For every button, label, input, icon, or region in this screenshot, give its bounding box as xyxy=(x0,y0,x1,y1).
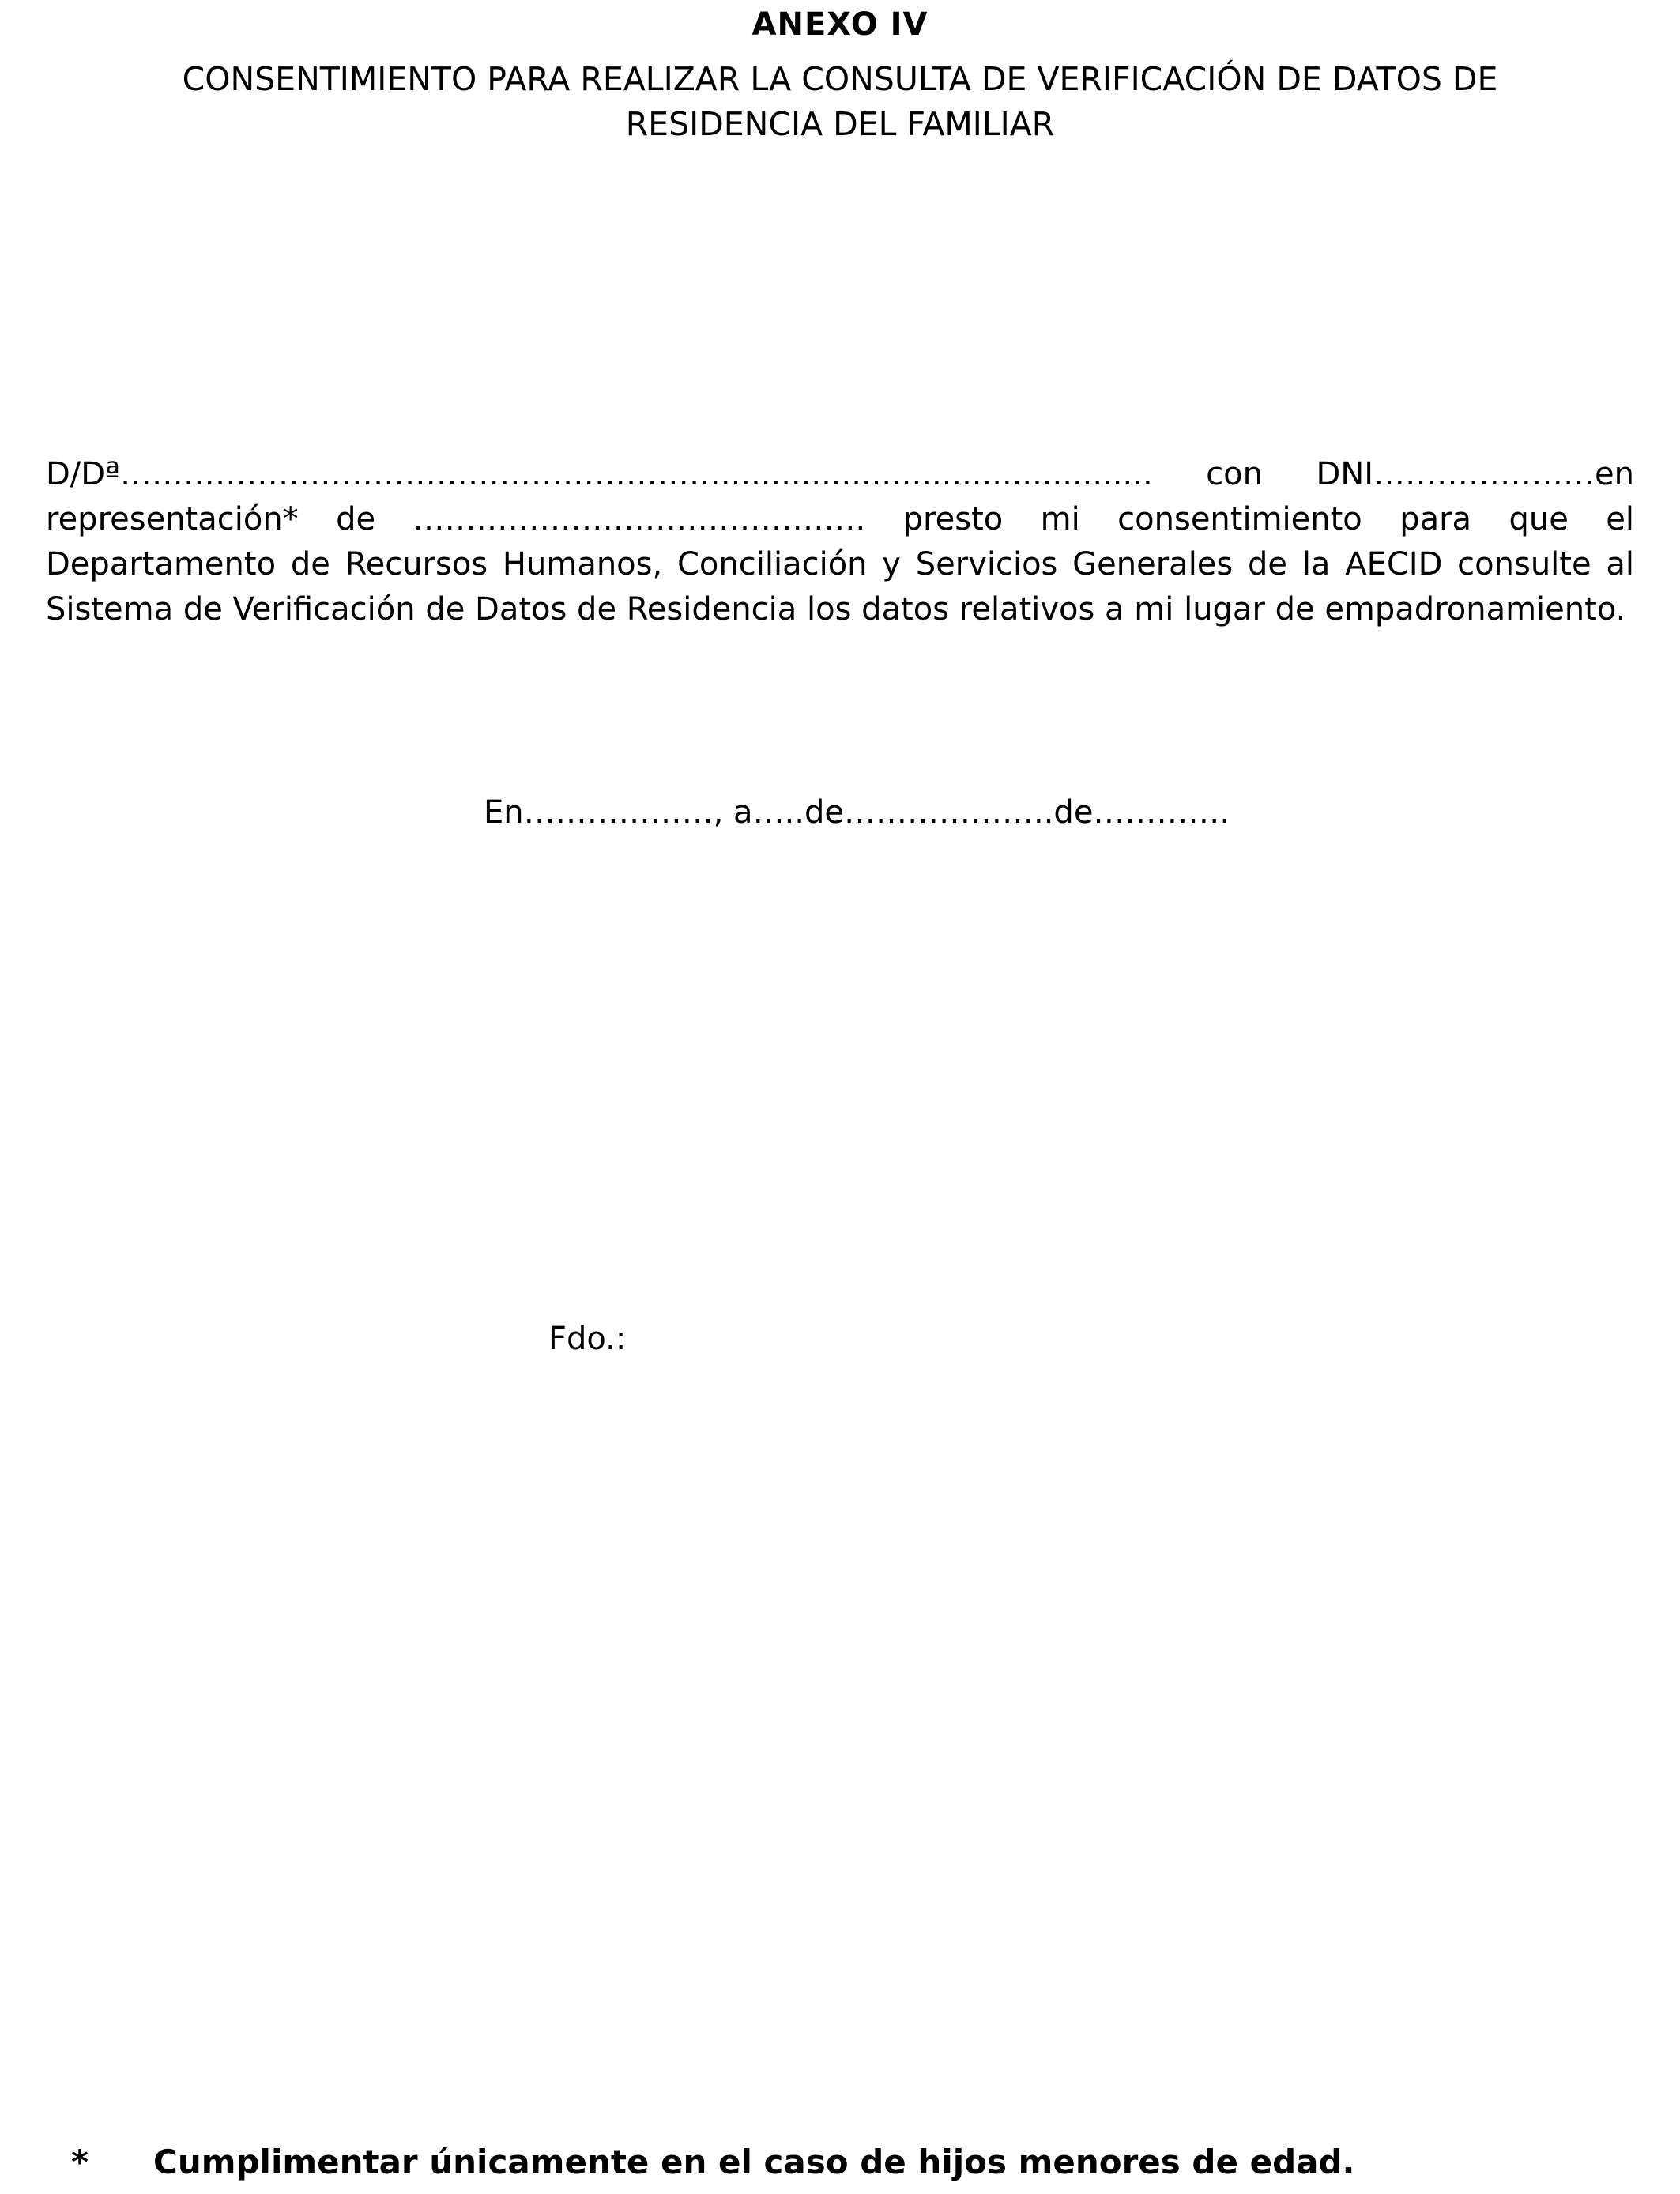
footnote-text: Cumplimentar únicamente en el caso de hijos menores de edad. xyxy=(153,2143,1355,2181)
consent-line-1: D/Dª…………………………………………………........................................... con DNI…………………en xyxy=(46,456,1634,492)
consent-line-3: Departamento de Recursos Humanos, Conciliación y Servicios Generales de la AECID consulte al xyxy=(46,546,1634,582)
signature-label: Fdo.: xyxy=(548,1321,627,1357)
annex-title: ANEXO IV xyxy=(751,6,929,43)
consent-line-2: representación* de ……………………………………. presto mi consentimiento para que el xyxy=(46,501,1634,537)
consent-paragraph xyxy=(46,452,1634,632)
document-subtitle xyxy=(79,57,1601,147)
footnote-marker: * xyxy=(71,2143,89,2181)
subtitle-line-2: RESIDENCIA DEL FAMILIAR xyxy=(625,105,1055,143)
place-date-line: En………………, a…..de………………..de…………. xyxy=(484,794,1230,831)
consent-line-4: Sistema de Verificación de Datos de Residencia los datos relativos a mi lugar de empadronamiento. xyxy=(46,591,1626,628)
footnote xyxy=(71,2142,1355,2183)
subtitle-line-1: CONSENTIMIENTO PARA REALIZAR LA CONSULTA DE VERIFICACIÓN DE DATOS DE xyxy=(182,60,1498,98)
